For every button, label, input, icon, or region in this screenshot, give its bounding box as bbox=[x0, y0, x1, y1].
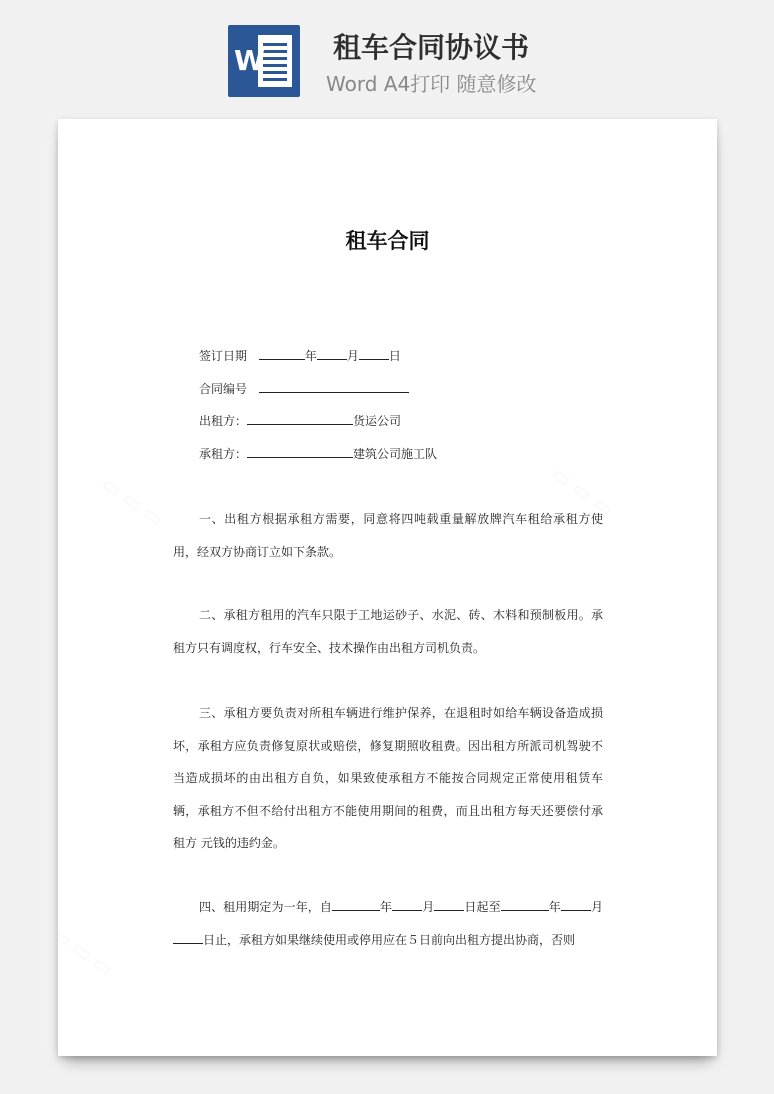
clause-4-month: 月 bbox=[422, 900, 435, 914]
lessee-label: 承租方： bbox=[199, 447, 248, 461]
lessee-suffix: 建筑公司施工队 bbox=[353, 447, 438, 461]
lessor-suffix: 货运公司 bbox=[353, 414, 402, 428]
clause-4-day: 日起至 bbox=[464, 900, 501, 914]
blank-line bbox=[392, 898, 422, 911]
contract-no-field bbox=[199, 380, 409, 398]
document-title: 租车合同 bbox=[345, 229, 430, 253]
header-banner bbox=[0, 0, 774, 110]
word-icon-letter: W bbox=[234, 44, 265, 77]
clause-3: 三、承租方要负责对所租车辆进行维护保养，在退租时如给车辆设备造成损坏，承租方应负责修复原状或赔偿，修复期照收租费。因出租方所派司机驾驶不当造成损坏的由出租方自负，如果致使承租方不能按合同规定正常使用租赁车辆，承租方不但不给付出租方不能使用期间的租费，而且出租方每天还要偿付承租方 元钱的违约金。 bbox=[173, 706, 603, 851]
blank-line bbox=[561, 898, 591, 911]
blank-line bbox=[359, 347, 389, 360]
blank-line bbox=[259, 380, 409, 393]
blank-line bbox=[434, 898, 464, 911]
lessee-field bbox=[199, 445, 437, 463]
document-page bbox=[58, 119, 717, 1056]
blank-line bbox=[317, 347, 347, 360]
month-text: 月 bbox=[346, 349, 359, 363]
lessor-label: 出租方： bbox=[199, 414, 248, 428]
contract-no-label: 合同编号 bbox=[199, 382, 248, 396]
clause-4-year: 年 bbox=[379, 900, 393, 914]
header-subtitle: Word A4打印 随意修改 bbox=[326, 72, 537, 96]
blank-line bbox=[332, 898, 380, 911]
clause-2: 二、承租方租用的汽车只限于工地运砂子、水泥、砖、木料和预制板用。承租方只有调度权，行车安全、技术操作由出租方司机负责。 bbox=[173, 608, 603, 655]
blank-line bbox=[173, 931, 203, 944]
lessor-field bbox=[199, 412, 401, 430]
clause-1: 一、出租方根据承租方需要，同意将四吨载重量解放牌汽车租给承租方使用，经双方协商订立如下条款。 bbox=[173, 512, 603, 559]
watermark-decoration bbox=[58, 921, 118, 980]
clause-4-year2: 年 bbox=[548, 900, 561, 914]
word-doc-icon bbox=[228, 25, 300, 97]
day-text: 日 bbox=[388, 349, 401, 363]
clause-4 bbox=[173, 891, 603, 956]
blank-line bbox=[247, 412, 353, 425]
clause-4-text: 四、租用期定为一年，自 bbox=[199, 900, 332, 914]
clause-4-rest: 日止，承租方如果继续使用或停用应在５日前向出租方提出协商，否则 bbox=[203, 932, 576, 947]
header-title: 租车合同协议书 bbox=[333, 31, 530, 64]
blank-line bbox=[501, 898, 549, 911]
watermark-decoration bbox=[97, 471, 168, 530]
clause-4-month2: 月 bbox=[590, 900, 603, 914]
year-text: 年 bbox=[304, 349, 317, 363]
sign-date-field bbox=[199, 347, 401, 365]
sign-date-label: 签订日期 bbox=[199, 349, 248, 363]
blank-line bbox=[247, 445, 353, 458]
blank-line bbox=[259, 347, 305, 360]
